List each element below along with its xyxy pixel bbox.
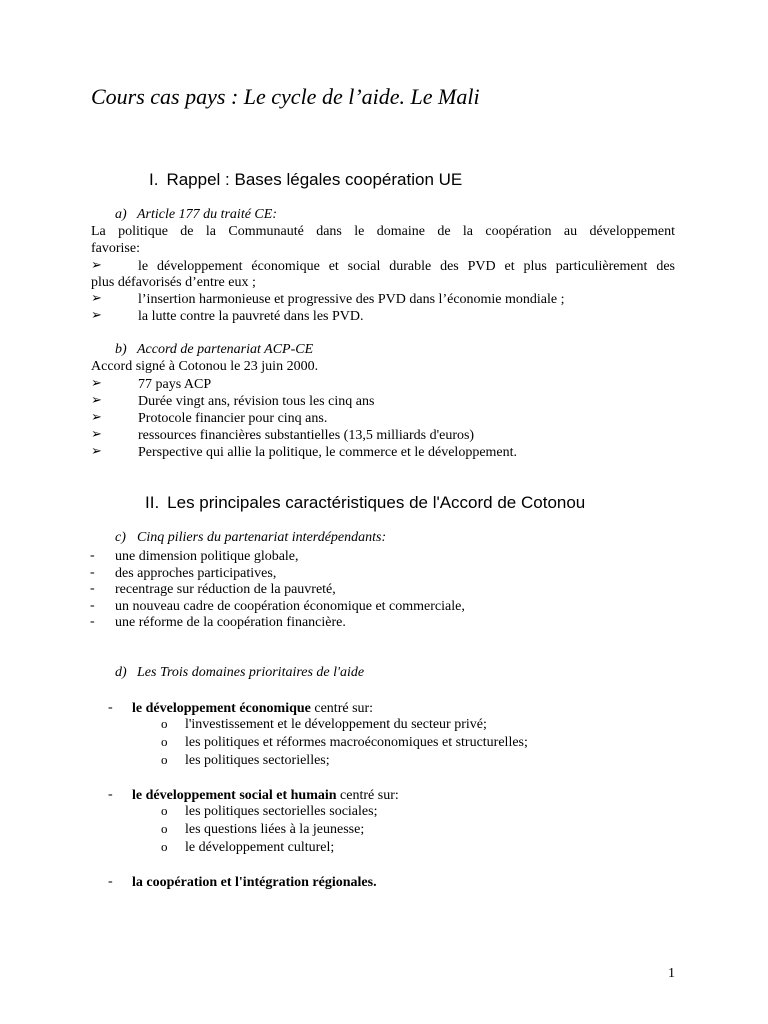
subsection-a-title: Article 177 du traité CE: <box>137 207 277 222</box>
pillar-item: une réforme de la coopération financière. <box>115 615 346 630</box>
pillar-item: recentrage sur réduction de la pauvreté, <box>115 582 336 597</box>
circle-bullet-icon: o <box>161 716 168 731</box>
page-number: 1 <box>668 966 675 981</box>
section-2-title: Les principales caractéristiques de l'Accord de Cotonou <box>167 493 586 512</box>
section-1-title: Rappel : Bases légales coopération UE <box>166 170 463 189</box>
subsection-a-heading <box>115 207 277 223</box>
section-2-heading <box>145 493 585 513</box>
article-bullet-1-line-2: plus défavorisés d’entre eux ; <box>91 275 256 290</box>
section-2-number: II. <box>145 493 160 512</box>
domain-2-item: les politiques sectorielles sociales; <box>185 804 378 819</box>
domain-2-item: le développement culturel; <box>185 840 335 855</box>
domain-1-item: l'investissement et le développement du secteur privé; <box>185 717 487 732</box>
circle-bullet-icon: o <box>161 752 168 767</box>
domain-1 <box>132 700 373 717</box>
dash-bullet: - <box>90 548 95 563</box>
domain-2-item: les questions liées à la jeunesse; <box>185 822 365 837</box>
circle-bullet-icon: o <box>161 803 168 818</box>
subsection-b-letter: b) <box>115 342 127 357</box>
dash-bullet: - <box>90 598 95 613</box>
arrow-bullet-icon: ➢ <box>91 443 102 458</box>
dash-bullet: - <box>90 614 95 629</box>
circle-bullet-icon: o <box>161 734 168 749</box>
dash-bullet: - <box>108 874 113 889</box>
article-bullet-2: l’insertion harmonieuse et progressive des PVD dans l’économie mondiale ; <box>138 292 565 307</box>
section-1-heading <box>149 170 462 190</box>
dash-bullet: - <box>90 565 95 580</box>
domain-1-item: les politiques sectorielles; <box>185 753 330 768</box>
accord-bullet: Durée vingt ans, révision tous les cinq ans <box>138 394 375 409</box>
accord-bullet: Protocole financier pour cinq ans. <box>138 411 328 426</box>
subsection-d-title: Les Trois domaines prioritaires de l'aide <box>137 665 365 680</box>
document-title: Cours cas pays : Le cycle de l’aide. Le Mali <box>91 84 480 109</box>
subsection-c-heading <box>115 530 386 546</box>
subsection-b-title: Accord de partenariat ACP-CE <box>137 342 314 357</box>
dash-bullet: - <box>90 581 95 596</box>
arrow-bullet-icon: ➢ <box>91 307 102 322</box>
pillar-item: un nouveau cadre de coopération économique et commerciale, <box>115 599 465 614</box>
subsection-d-letter: d) <box>115 665 127 680</box>
domain-2-rest: centré sur: <box>336 788 399 803</box>
section-1-number: I. <box>149 170 159 189</box>
domain-3 <box>132 874 377 891</box>
subsection-c-title: Cinq piliers du partenariat interdépendants: <box>137 530 387 545</box>
accord-bullet: 77 pays ACP <box>138 377 212 392</box>
pillar-item: une dimension politique globale, <box>115 549 299 564</box>
domain-1-rest: centré sur: <box>310 701 374 716</box>
circle-bullet-icon: o <box>161 839 168 854</box>
domain-3-bold: la coopération et l'intégration régionales. <box>132 875 377 890</box>
arrow-bullet-icon: ➢ <box>91 392 102 407</box>
arrow-bullet-icon: ➢ <box>91 409 102 424</box>
arrow-bullet-icon: ➢ <box>91 375 102 390</box>
arrow-bullet-icon: ➢ <box>91 290 102 305</box>
domain-2 <box>132 787 399 804</box>
accord-bullet: ressources financières substantielles (13,5 milliards d'euros) <box>138 428 475 443</box>
subsection-d-heading <box>115 665 364 681</box>
subsection-c-letter: c) <box>115 530 126 545</box>
accord-intro: Accord signé à Cotonou le 23 juin 2000. <box>91 359 319 374</box>
pillar-item: des approches participatives, <box>115 566 277 581</box>
domain-1-item: les politiques et réformes macroéconomiques et structurelles; <box>185 735 528 750</box>
arrow-bullet-icon: ➢ <box>91 426 102 441</box>
domain-2-bold: le développement social et humain <box>132 788 337 803</box>
subsection-a-letter: a) <box>115 207 127 222</box>
article-bullet-1-line-1: le développement économique et social durable des PVD et plus particulièrement des <box>138 259 675 274</box>
circle-bullet-icon: o <box>161 821 168 836</box>
domain-1-bold: le développement économique <box>132 701 311 716</box>
article-intro-line-2: favorise: <box>91 241 140 256</box>
arrow-bullet-icon: ➢ <box>91 257 102 272</box>
accord-bullet: Perspective qui allie la politique, le commerce et le développement. <box>138 445 518 460</box>
article-intro-line-1: La politique de la Communauté dans le domaine de la coopération au développement <box>91 224 675 239</box>
dash-bullet: - <box>108 700 113 715</box>
subsection-b-heading <box>115 342 313 358</box>
dash-bullet: - <box>108 787 113 802</box>
article-bullet-3: la lutte contre la pauvreté dans les PVD. <box>138 309 364 324</box>
